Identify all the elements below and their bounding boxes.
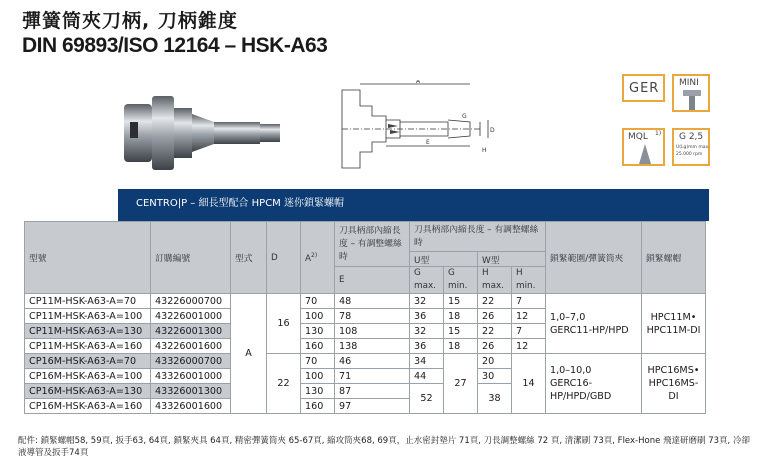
drawing-label-d: D: [490, 127, 495, 134]
hmin-cell: 7: [512, 294, 546, 309]
e-cell: 48: [335, 294, 410, 309]
ger-label: GER: [629, 81, 660, 96]
mini-badge: [672, 74, 710, 112]
mql-tool-icon: [627, 142, 663, 166]
a-cell: 70: [301, 354, 335, 369]
header-d: D: [267, 222, 301, 294]
hmax-cell: 20: [478, 354, 512, 369]
section-banner: CENTRO|P – 細長型配合 HPCM 迷你鎖緊螺帽: [118, 189, 709, 221]
gmax-cell: 34: [410, 354, 444, 369]
hmin-cell: 12: [512, 339, 546, 354]
header-a: $A^{2)}$: [301, 222, 335, 294]
header-clamp-range: 鎖緊範圍/彈簧筒夾: [546, 222, 642, 294]
header-w-type: W型: [478, 252, 546, 267]
mini-nut-icon: [677, 88, 707, 112]
balance-label: G 2,5: [679, 132, 704, 142]
model-cell: CP16M-HSK-A63-A=70: [25, 354, 151, 369]
hmax-cell: 22: [478, 324, 512, 339]
mini-label: MINI: [679, 78, 699, 88]
nut-value-1: HPC11M•: [650, 311, 697, 323]
table-row: [25, 294, 706, 309]
hmax-cell: 22: [478, 294, 512, 309]
clamp-range-cell: [546, 294, 642, 354]
e-cell: 87: [335, 384, 410, 399]
e-cell: 108: [335, 324, 410, 339]
drawing-label-h: H: [482, 147, 487, 154]
model-cell: CP11M-HSK-A63-A=70: [25, 294, 151, 309]
a-cell: 100: [301, 309, 335, 324]
table-row: [25, 354, 706, 369]
header-type: 型式: [231, 222, 267, 294]
hmin-cell: 7: [512, 324, 546, 339]
technical-drawing: [330, 80, 505, 178]
hmax-cell: 26: [478, 339, 512, 354]
header-inner-length: 刀具柄部內縮長度 – 有調整螺絲時: [335, 222, 410, 267]
header-a-superscript: 2): [311, 251, 318, 259]
header-g-max: G max.: [410, 267, 444, 294]
drawing-label-g: G: [462, 113, 467, 120]
gmin-cell: 15: [444, 324, 478, 339]
clamp-range-value: 1,0–7,0: [550, 311, 586, 323]
drawing-label-e: E: [426, 139, 430, 146]
hmax-cell: 26: [478, 309, 512, 324]
gmax-cell: 36: [410, 309, 444, 324]
hmin-cell: 12: [512, 309, 546, 324]
hmax-cell: 38: [478, 384, 512, 414]
product-table: [24, 221, 706, 414]
tool-holder-photo: [118, 84, 288, 184]
hmax-cell: 30: [478, 369, 512, 384]
clamp-range-value: 1,0–10,0: [550, 365, 592, 376]
e-cell: 138: [335, 339, 410, 354]
order-cell: 43226001600: [151, 339, 231, 354]
nut-value-2: HPC11M-DI: [646, 324, 701, 336]
ger-badge: [622, 74, 665, 102]
a-cell: 100: [301, 369, 335, 384]
d-cell: 16: [267, 294, 301, 354]
collet-value: GERC16-HP/HPD/GBD: [550, 378, 612, 402]
gmin-cell: 27: [444, 354, 478, 414]
order-cell: 43226001300: [151, 324, 231, 339]
order-cell: 43326001300: [151, 384, 231, 399]
gmax-cell: 52: [410, 384, 444, 414]
e-cell: 97: [335, 399, 410, 414]
model-cell: CP16M-HSK-A63-A=160: [25, 399, 151, 414]
order-cell: 43226001000: [151, 309, 231, 324]
d-cell: 22: [267, 354, 301, 414]
model-cell: CP11M-HSK-A63-A=130: [25, 324, 151, 339]
model-cell: CP11M-HSK-A63-A=100: [25, 309, 151, 324]
header-h-max: H max.: [478, 267, 512, 294]
gmax-cell: 44: [410, 369, 444, 384]
model-cell: CP16M-HSK-A63-A=100: [25, 369, 151, 384]
order-cell: 43326000700: [151, 354, 231, 369]
clamp-range-cell: [546, 354, 642, 414]
order-cell: 43326001600: [151, 399, 231, 414]
header-u-type: U型: [410, 252, 478, 267]
page-subtitle: DIN 69893/ISO 12164 – HSK-A63: [22, 34, 328, 57]
model-cell: CP11M-HSK-A63-A=160: [25, 339, 151, 354]
header-order-no: 訂購編號: [151, 222, 231, 294]
gmin-cell: 15: [444, 294, 478, 309]
a-cell: 130: [301, 384, 335, 399]
e-cell: 78: [335, 309, 410, 324]
header-model: 型號: [25, 222, 151, 294]
balance-line3: 25.000 rpm: [676, 152, 703, 157]
page-title: 彈簧筒夾刀柄, 刀柄錐度: [22, 10, 238, 32]
order-cell: 43226000700: [151, 294, 231, 309]
footer-note: 配件: 鎖緊螺帽58, 59頁, 扳手63, 64頁, 鎖緊夾具 64頁, 精密彈簧筒夾 65-67頁, 縮攻筒夾68, 69頁，止水密封墊片 71頁, 刀長調整螺絲 72 頁, 清潔刷 73頁, Flex-Hone 飛達研磨刷 73頁, 冷卻液導管及扳手74頁: [18, 436, 750, 458]
e-cell: 71: [335, 369, 410, 384]
a-cell: 70: [301, 294, 335, 309]
drawing-label-a: A: [416, 80, 421, 85]
type-cell: A: [231, 294, 267, 414]
a-cell: 160: [301, 339, 335, 354]
header-inner-length-2: 刀具柄部內縮長度 – 有調整螺絲時: [410, 222, 546, 252]
balance-badge: [672, 128, 710, 166]
mql-badge: [622, 128, 665, 166]
header-h-min: H min.: [512, 267, 546, 294]
order-cell: 43326001000: [151, 369, 231, 384]
mql-label: MQL: [628, 132, 648, 142]
e-cell: 46: [335, 354, 410, 369]
nut-cell: [642, 354, 706, 414]
gmax-cell: 36: [410, 339, 444, 354]
hmin-cell: 14: [512, 354, 546, 414]
nut-value-1: HPC16MS•: [647, 365, 700, 376]
gmin-cell: 18: [444, 339, 478, 354]
a-cell: 130: [301, 324, 335, 339]
gmax-cell: 32: [410, 324, 444, 339]
model-cell: CP16M-HSK-A63-A=130: [25, 384, 151, 399]
gmax-cell: 32: [410, 294, 444, 309]
collet-value: GERC11-HP/HPD: [550, 324, 629, 336]
mql-superscript: 1): [655, 130, 662, 137]
header-nut: 鎖緊螺帽: [642, 222, 706, 294]
header-g-min: G min.: [444, 267, 478, 294]
header-e: E: [335, 267, 410, 294]
balance-line2: U(Lg)mm max.: [676, 145, 710, 150]
nut-cell: [642, 294, 706, 354]
a-cell: 160: [301, 399, 335, 414]
gmin-cell: 18: [444, 309, 478, 324]
nut-value-2: HPC16MS-DI: [648, 378, 699, 402]
